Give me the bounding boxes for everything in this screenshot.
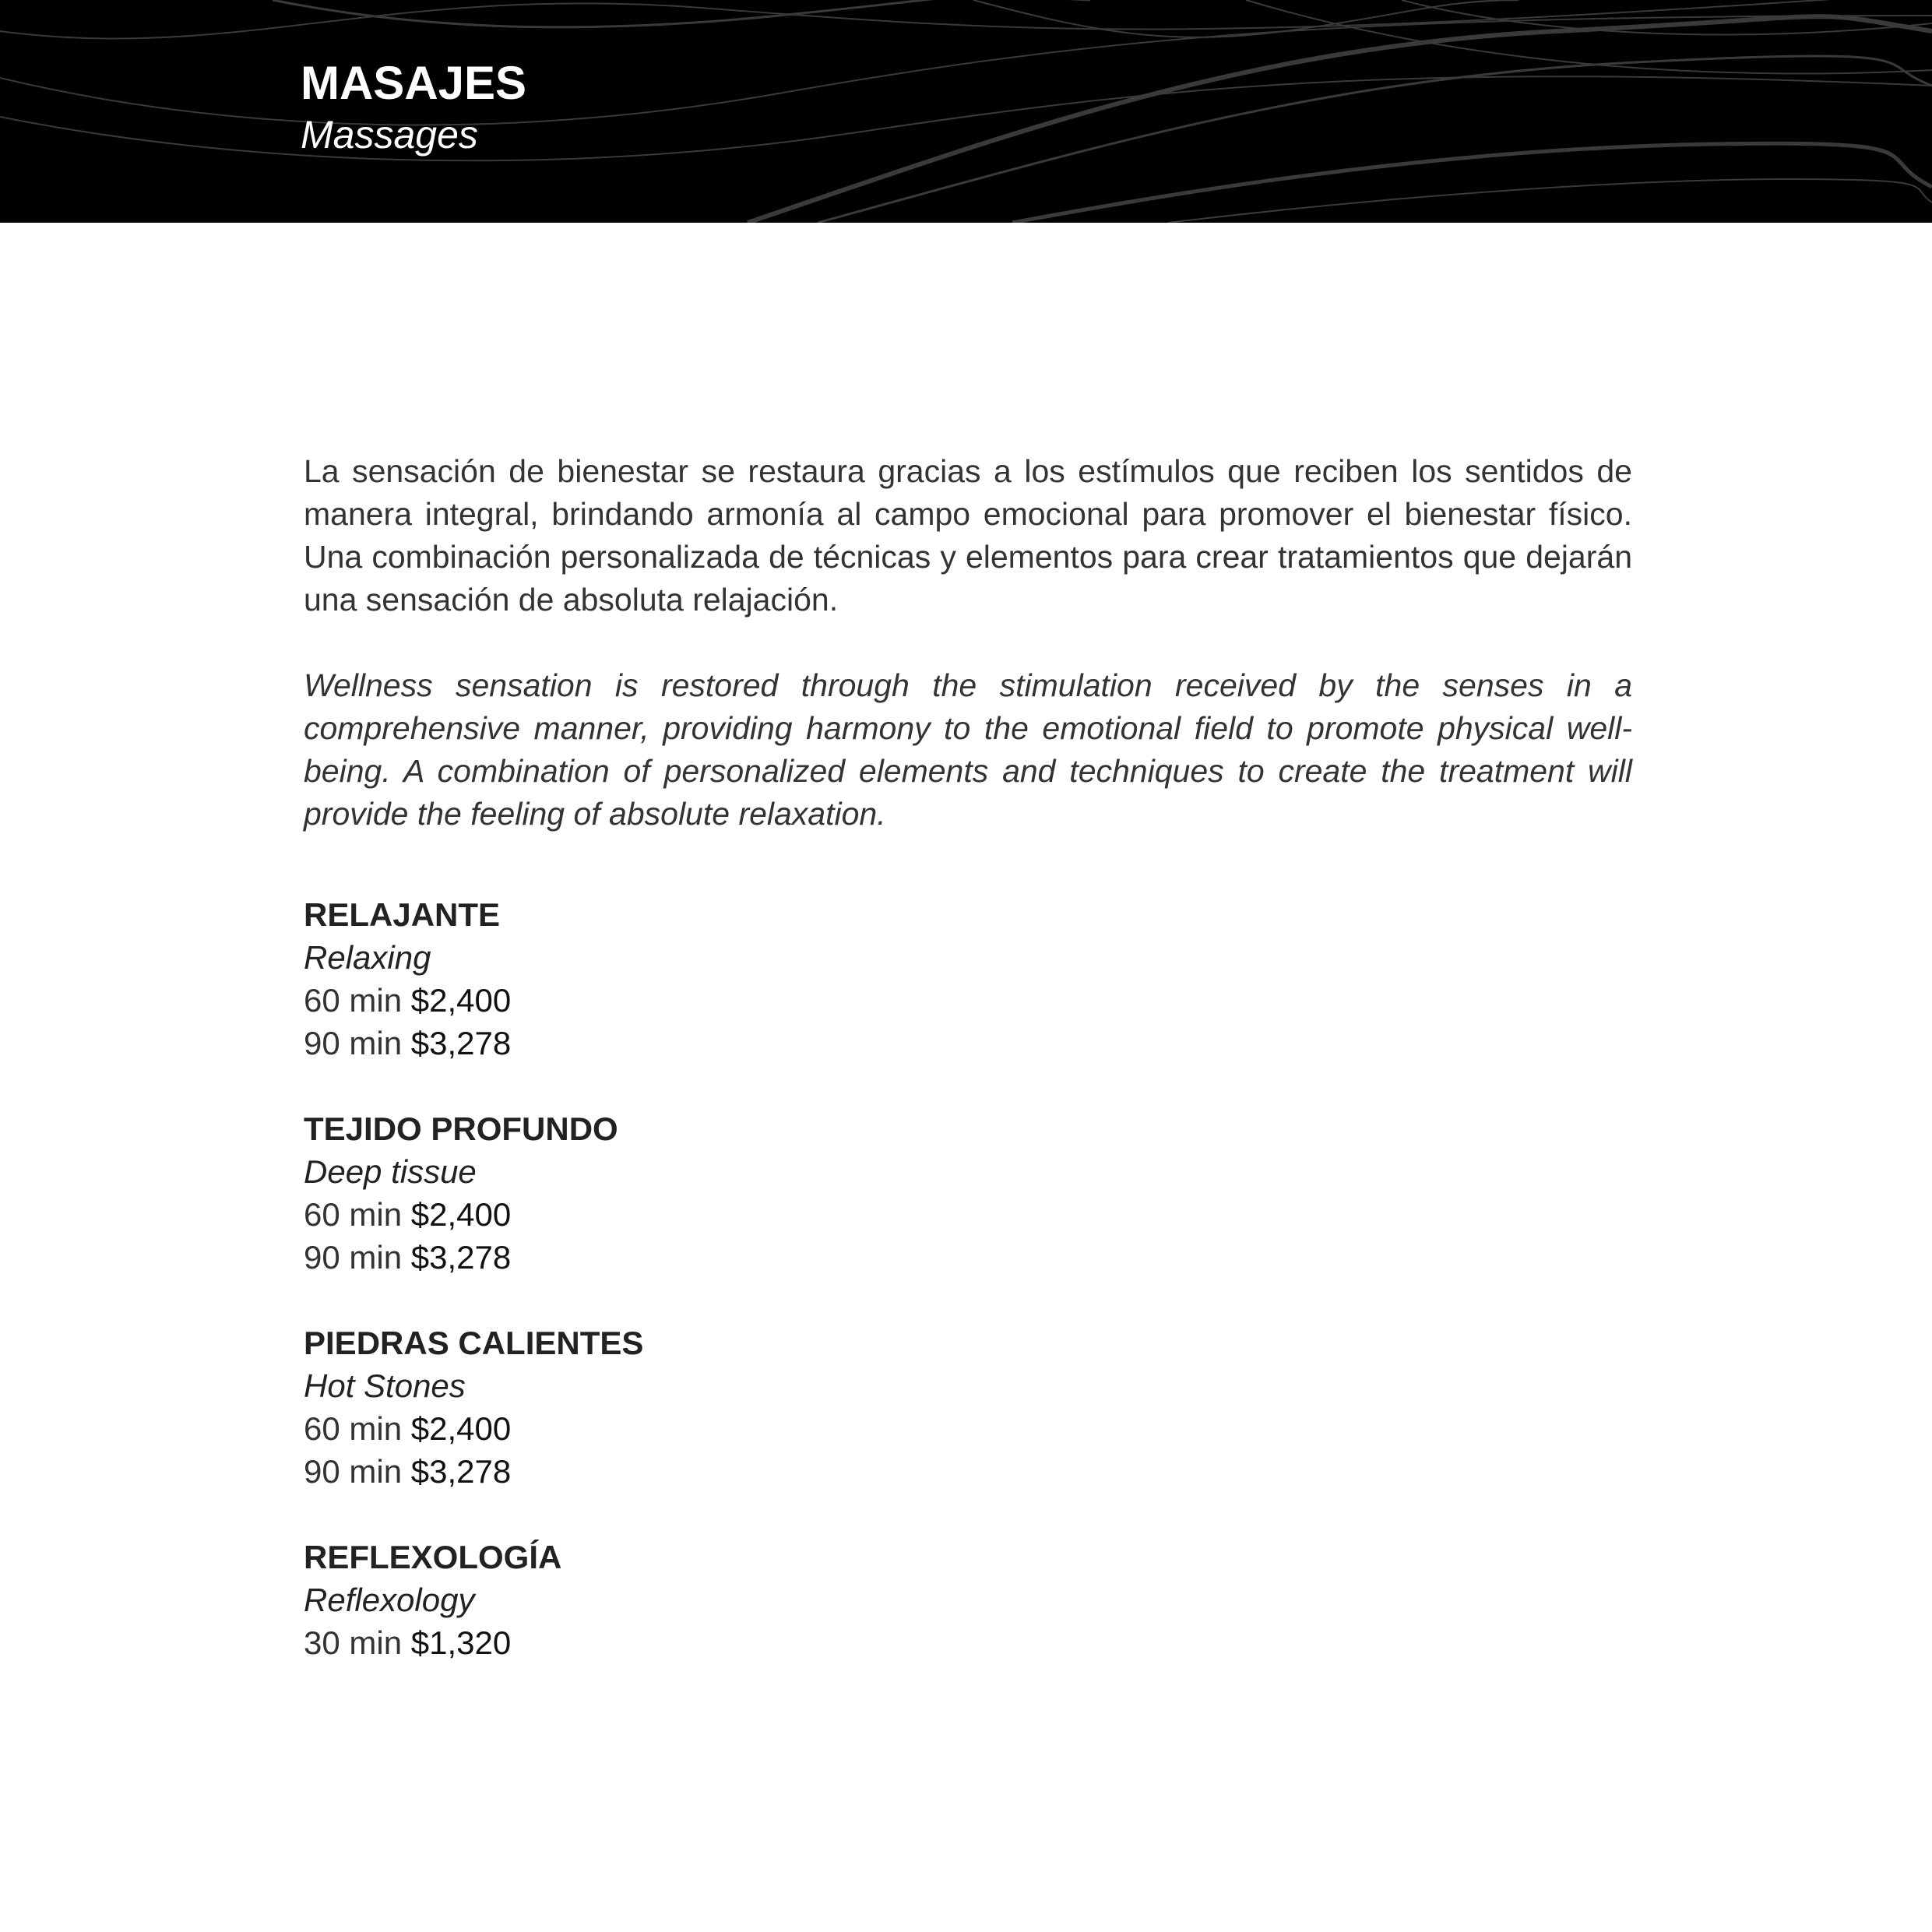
intro-paragraph-es: La sensación de bienestar se restaura gracias a los estímulos que reciben los sentidos de manera integral, brindando armonía al campo emocional para promover el bienestar físico. Una combinación personalizada de técnicas y elementos para crear tratamientos que dejarán una sensación de absoluta relajación.: [304, 453, 1632, 618]
duration: 30 min: [304, 1624, 403, 1661]
duration: 90 min: [304, 1025, 403, 1061]
service-name-en: Hot Stones: [304, 1367, 466, 1404]
price-row: [304, 979, 1632, 1022]
duration: 60 min: [304, 982, 403, 1019]
service-name: TEJIDO PROFUNDO: [304, 1110, 618, 1147]
page-subtitle: Massages: [301, 113, 478, 157]
service-piedras-calientes: [304, 1321, 1632, 1493]
wave-lines-decoration: [0, 0, 1932, 223]
page-title: MASAJES: [301, 57, 527, 109]
price: $3,278: [410, 1453, 512, 1490]
service-tejido-profundo: [304, 1107, 1632, 1279]
duration: 60 min: [304, 1196, 403, 1233]
services-list: [304, 893, 1632, 1664]
service-name-en: Relaxing: [304, 939, 431, 976]
header-titles: [301, 55, 526, 157]
service-reflexologia: [304, 1536, 1632, 1664]
duration: 60 min: [304, 1410, 403, 1447]
duration: 90 min: [304, 1453, 403, 1490]
price: $2,400: [410, 1196, 512, 1233]
service-relajante: [304, 893, 1632, 1065]
price: $2,400: [410, 982, 512, 1019]
price: $3,278: [410, 1025, 512, 1061]
price-row: [304, 1407, 1632, 1450]
price-row: [304, 1621, 1632, 1664]
price-row: [304, 1450, 1632, 1493]
price: $3,278: [410, 1239, 512, 1276]
service-name: RELAJANTE: [304, 896, 501, 933]
price-row: [304, 1022, 1632, 1065]
price: $1,320: [410, 1624, 512, 1661]
service-name: REFLEXOLOGÍA: [304, 1539, 562, 1575]
main-content: [304, 450, 1632, 1707]
intro-paragraph-en: Wellness sensation is restored through the stimulation received by the senses in a comprehensive manner, providing harmony to the emotional field to promote physical well-being. A combination of personalized elements and techniques to create the treatment will provide the feeling of absolute relaxation.: [304, 667, 1632, 832]
header-banner: [0, 0, 1932, 223]
price: $2,400: [410, 1410, 512, 1447]
duration: 90 min: [304, 1239, 403, 1276]
service-name-en: Reflexology: [304, 1582, 475, 1618]
price-row: [304, 1193, 1632, 1236]
price-row: [304, 1236, 1632, 1279]
service-name: PIEDRAS CALIENTES: [304, 1325, 644, 1361]
service-name-en: Deep tissue: [304, 1153, 477, 1190]
